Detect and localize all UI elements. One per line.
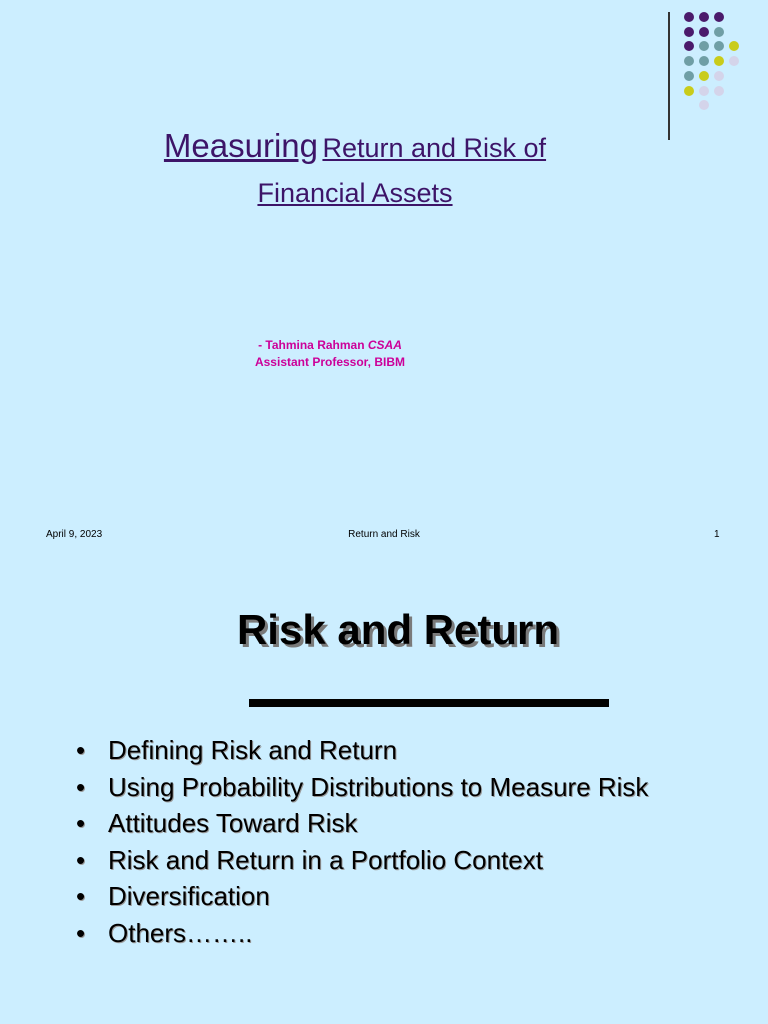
decorative-dot bbox=[699, 100, 709, 110]
bullet-item: • Others…….. bbox=[76, 915, 648, 952]
decorative-dot bbox=[684, 86, 694, 96]
decorative-dot bbox=[699, 71, 709, 81]
decorative-dot bbox=[684, 56, 694, 66]
decorative-dot bbox=[699, 41, 709, 51]
decorative-dot bbox=[714, 41, 724, 51]
decorative-dot bbox=[699, 86, 709, 96]
bullet-item: • Defining Risk and Return bbox=[76, 732, 648, 769]
decorative-dot bbox=[684, 71, 694, 81]
bullet-icon: • bbox=[76, 771, 86, 802]
title-part-1: Measuring bbox=[163, 127, 318, 164]
bullet-icon: • bbox=[76, 844, 86, 875]
decorative-dot bbox=[729, 56, 739, 66]
bullet-item: • Diversification bbox=[76, 878, 648, 915]
decorative-dot bbox=[699, 27, 709, 37]
author-name: - Tahmina Rahman bbox=[258, 338, 365, 352]
title-line-2: Financial Assets bbox=[257, 178, 453, 208]
decorative-dot bbox=[714, 56, 724, 66]
decorative-dot bbox=[714, 12, 724, 22]
bullet-icon: • bbox=[76, 735, 86, 765]
footer-title: Return and Risk bbox=[348, 529, 420, 540]
decorative-dot bbox=[699, 12, 709, 22]
bullet-item: • Using Probability Distributions to Measure Risk bbox=[76, 769, 648, 806]
author-role: Assistant Professor, BIBM bbox=[254, 355, 406, 369]
decorative-dot bbox=[684, 27, 694, 37]
decorative-vertical-line bbox=[668, 12, 670, 140]
decorative-dot bbox=[729, 41, 739, 51]
decorative-dot bbox=[684, 12, 694, 22]
bullet-icon: • bbox=[76, 917, 86, 948]
slide-2 bbox=[0, 558, 768, 1024]
footer-page-number: 1 bbox=[714, 529, 720, 540]
title-underline-rule bbox=[249, 699, 609, 707]
decorative-dot bbox=[714, 27, 724, 37]
bullet-item: • Attitudes Toward Risk bbox=[76, 805, 648, 842]
slide-2-title: Risk and Return bbox=[236, 606, 560, 653]
decorative-dot bbox=[699, 56, 709, 66]
decorative-dot bbox=[714, 86, 724, 96]
decorative-dot bbox=[684, 41, 694, 51]
decorative-dot bbox=[714, 71, 724, 81]
bullet-icon: • bbox=[76, 881, 86, 911]
slide-1-title bbox=[0, 126, 710, 218]
bullet-icon: • bbox=[76, 808, 86, 838]
footer-date: April 9, 2023 bbox=[46, 529, 103, 540]
author-credential: CSAA bbox=[367, 338, 402, 352]
bullet-list bbox=[76, 732, 648, 951]
bullet-item: • Risk and Return in a Portfolio Context bbox=[76, 842, 648, 879]
author-block bbox=[200, 337, 460, 371]
title-part-2: Return and Risk of bbox=[322, 133, 547, 163]
